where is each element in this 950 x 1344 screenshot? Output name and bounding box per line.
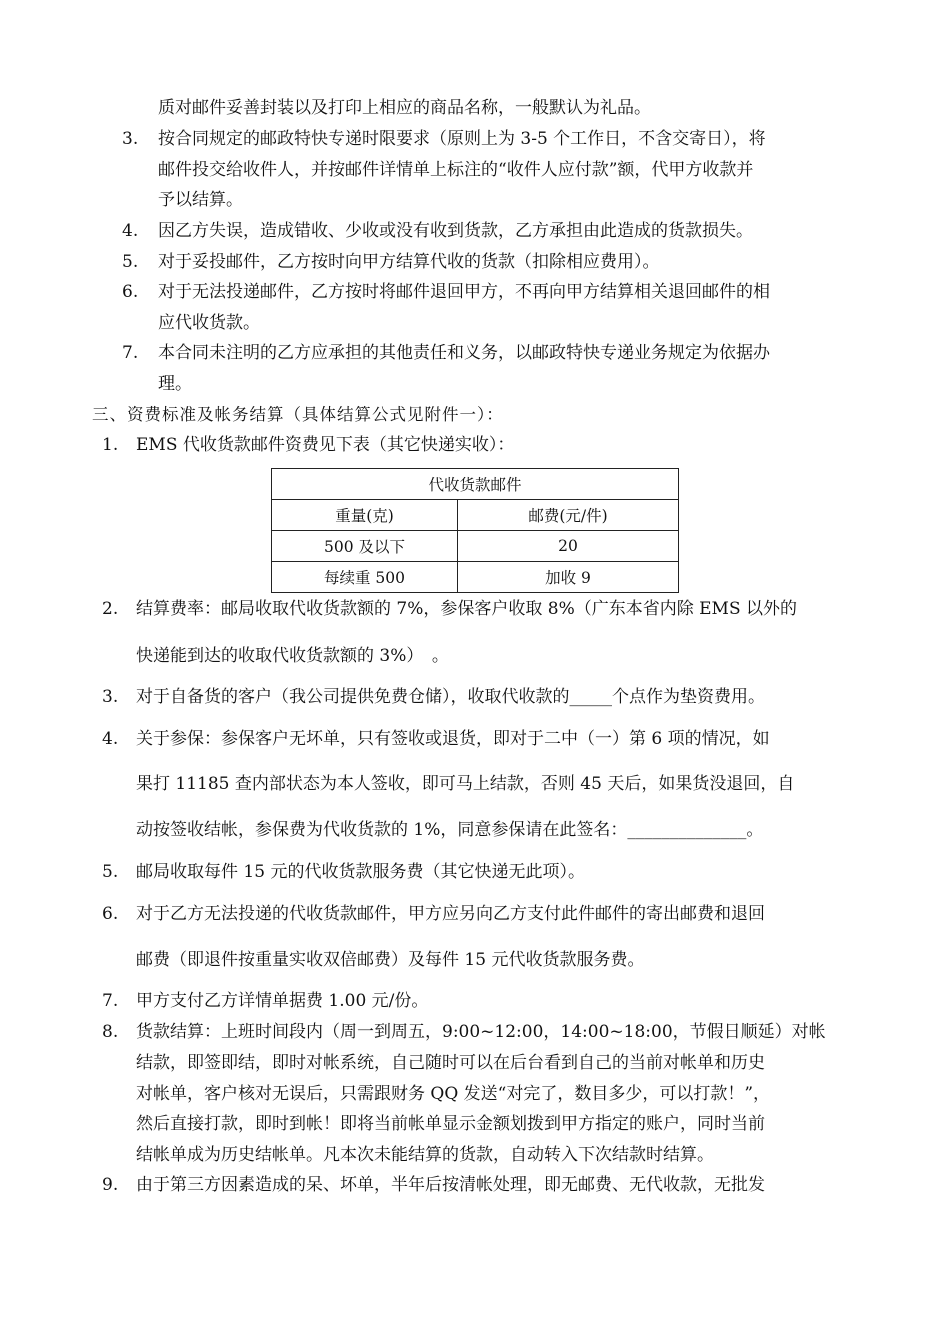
item3-line2: 邮件投交给收件人，并按邮件详情单上标注的“收件人应付款”额，代甲方收款并 (158, 160, 754, 180)
item-number: 5. (122, 252, 139, 272)
item4-line1: 因乙方失误，造成错收、少收或没有收到货款，乙方承担由此造成的货款损失。 (158, 221, 753, 241)
item-number: 3. (102, 687, 119, 707)
s3-item1-text: EMS 代收货款邮件资费见下表（其它快递实收）： (136, 435, 515, 455)
s3-item6-line1: 对于乙方无法投递的代收货款邮件，甲方应另向乙方支付此件邮件的寄出邮费和退回 (136, 904, 765, 924)
table-cell: 500 及以下 (272, 531, 458, 562)
s3-item6-line2: 邮费（即退件按重量实收双倍邮费）及每件 15 元代收货款服务费。 (136, 950, 645, 970)
s3-item8-line2: 结款，即签即结，即时对帐系统，自己随时可以在后台看到自己的当前对帐单和历史 (136, 1053, 765, 1073)
item3-line3: 予以结算。 (158, 190, 243, 210)
item-number: 7. (102, 991, 119, 1011)
item7-line1: 本合同未注明的乙方应承担的其他责任和义务，以邮政特快专递业务规定为依据办 (158, 343, 770, 363)
item6-line2: 应代收货款。 (158, 313, 260, 333)
table-cell: 加收 9 (458, 562, 679, 593)
s3-item8-line3: 对帐单，客户核对无误后，只需跟财务 QQ 发送“对完了，数目多少，可以打款！”， (136, 1084, 771, 1104)
item-number: 3. (122, 129, 139, 149)
s3-item4-line2: 果打 11185 查内部状态为本人签收，即可马上结款，否则 45 天后，如果货没退回，自 (136, 774, 795, 794)
s3-item5-line1: 邮局收取每件 15 元的代收货款服务费（其它快递无此项）。 (136, 862, 585, 882)
s3-item8-line5: 结帐单成为历史结帐单。凡本次未能结算的货款，自动转入下次结款时结算。 (136, 1145, 714, 1165)
s3-item8-line4: 然后直接打款，即时到帐！即将当前帐单显示金额划拨到甲方指定的账户，同时当前 (136, 1114, 765, 1134)
item-number: 4. (122, 221, 139, 241)
item3-line1: 按合同规定的邮政特快专递时限要求（原则上为 3-5 个工作日，不含交寄日），将 (158, 129, 766, 149)
fee-table-title: 代收货款邮件 (272, 469, 679, 500)
item7-line2: 理。 (158, 374, 192, 394)
item-number: 9. (102, 1175, 119, 1195)
s3-item9-line1: 由于第三方因素造成的呆、坏单，半年后按清帐处理，即无邮费、无代收款，无批发 (136, 1175, 765, 1195)
s3-item3-line1: 对于自备货的客户（我公司提供免费仓储），收取代收款的_____个点作为垫资费用。 (136, 687, 765, 707)
item6-line1: 对于无法投递邮件，乙方按时将邮件退回甲方，不再向甲方结算相关退回邮件的相 (158, 282, 770, 302)
fee-table-header-postage: 邮费(元/件) (458, 500, 679, 531)
table-row (272, 562, 679, 593)
fee-table-header-weight: 重量(克) (272, 500, 458, 531)
item-number: 1. (102, 435, 119, 455)
table-cell: 每续重 500 (272, 562, 458, 593)
item-number: 7. (122, 343, 139, 363)
fee-table (271, 468, 679, 593)
table-cell: 20 (458, 531, 679, 562)
item-number: 6. (102, 904, 119, 924)
item-number: 6. (122, 282, 139, 302)
item2-continuation: 质对邮件妥善封装以及打印上相应的商品名称，一般默认为礼品。 (158, 98, 651, 118)
s3-item2-line2: 快递能到达的收取代收货款额的 3%） 。 (136, 646, 449, 666)
s3-item4-line1: 关于参保：参保客户无坏单，只有签收或退货，即对于二中（一）第 6 项的情况，如 (136, 729, 770, 749)
item-number: 2. (102, 599, 119, 619)
item-number: 8. (102, 1022, 119, 1042)
s3-item7-line1: 甲方支付乙方详情单据费 1.00 元/份。 (136, 991, 429, 1011)
item-number: 4. (102, 729, 119, 749)
section3-heading: 三、资费标准及帐务结算（具体结算公式见附件一）： (92, 405, 504, 424)
item-number: 5. (102, 862, 119, 882)
s3-item2-line1: 结算费率：邮局收取代收货款额的 7%，参保客户收取 8%（广东本省内除 EMS 以外的 (136, 599, 798, 619)
item5-line1: 对于妥投邮件，乙方按时向甲方结算代收的货款（扣除相应费用）。 (158, 252, 660, 272)
table-row (272, 531, 679, 562)
s3-item8-line1: 货款结算：上班时间段内（周一到周五，9:00~12:00，14:00~18:00，节假日顺延）对帐 (136, 1022, 826, 1042)
s3-item4-line3: 动按签收结帐，参保费为代收货款的 1%，同意参保请在此签名：______________。 (136, 820, 764, 840)
